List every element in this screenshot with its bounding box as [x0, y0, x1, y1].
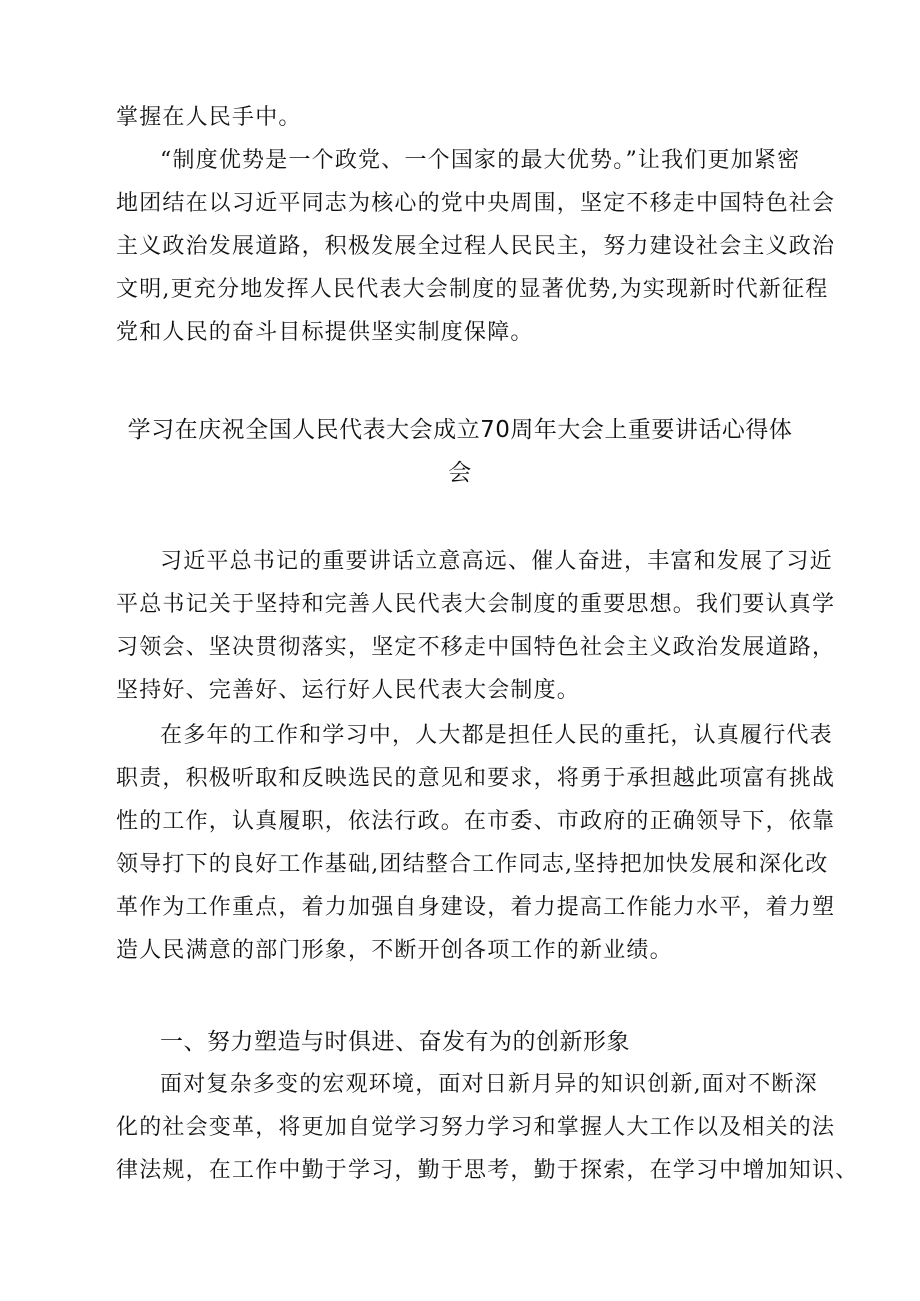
- paragraph-line: 职责，积极听取和反映选民的意见和要求，将勇于承担越此项富有挑战: [116, 766, 836, 791]
- paragraph-line: 造人民满意的部门形象，不断开创各项工作的新业绩。: [116, 938, 673, 963]
- article-title-continued: 会: [448, 460, 472, 486]
- paragraph-line: 掌握在人民手中。: [116, 105, 302, 130]
- section-heading: 一、努力塑造与时俱进、奋发有为的创新形象: [160, 1029, 630, 1055]
- paragraph-line: 化的社会变革，将更加自觉学习努力学习和掌握人大工作以及相关的法: [116, 1115, 836, 1140]
- paragraph-line: 面对复杂多变的宏观环境，面对日新月异的知识创新,面对不断深: [160, 1072, 818, 1097]
- paragraph-line: 习领会、坚决贯彻落实，坚定不移走中国特色社会主义政治发展道路，: [116, 635, 836, 660]
- paragraph-line: 革作为工作重点，着力加强自身建设，着力提高工作能力水平，着力塑: [116, 895, 836, 920]
- article-title: 学习在庆祝全国人民代表大会成立70周年大会上重要讲话心得体: [127, 417, 793, 443]
- paragraph-line: “制度优势是一个政党、一个国家的最大优势。”让我们更加紧密: [160, 148, 801, 173]
- paragraph-line: 在多年的工作和学习中，人大都是担任人民的重托，认真履行代表: [160, 723, 833, 748]
- paragraph-line: 律法规，在工作中勤于学习，勤于思考，勤于探索，在学习中增加知识、: [116, 1158, 859, 1183]
- paragraph-line: 文明,更充分地发挥人民代表大会制度的显著优势,为实现新时代新征程: [116, 277, 829, 302]
- paragraph-line: 党和人民的奋斗目标提供坚实制度保障。: [116, 320, 534, 345]
- paragraph-line: 平总书记关于坚持和完善人民代表大会制度的重要思想。我们要认真学: [116, 592, 836, 617]
- paragraph-line: 领导打下的良好工作基础,团结整合工作同志,坚持把加快发展和深化改: [116, 852, 829, 877]
- paragraph-line: 习近平总书记的重要讲话立意高远、催人奋进，丰富和发展了习近: [160, 549, 833, 574]
- paragraph-line: 性的工作，认真履职，依法行政。在市委、市政府的正确领导下，依靠: [116, 809, 836, 834]
- paragraph-line: 主义政治发展道路，积极发展全过程人民民主，努力建设社会主义政治: [116, 234, 836, 259]
- paragraph-line: 地团结在以习近平同志为核心的党中央周围，坚定不移走中国特色社会: [116, 191, 836, 216]
- paragraph-line: 坚持好、完善好、运行好人民代表大会制度。: [116, 678, 581, 703]
